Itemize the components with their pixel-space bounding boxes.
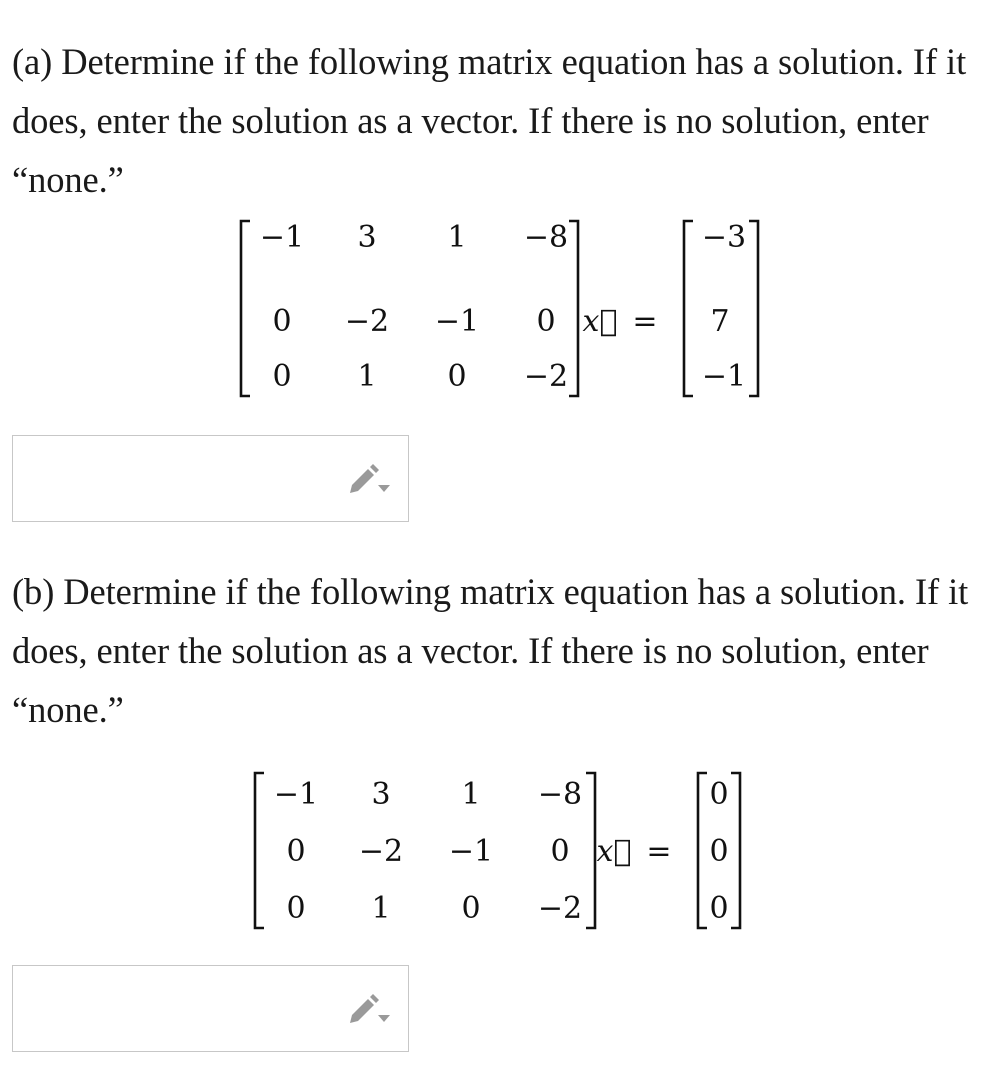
matrix-cell: 3 bbox=[357, 220, 377, 255]
matrix-cell: 3 bbox=[371, 777, 391, 812]
equals-sign: = bbox=[632, 304, 658, 339]
question-b-equation bbox=[0, 752, 1004, 952]
matrix-cell: 0 bbox=[461, 891, 481, 926]
equals-sign: = bbox=[646, 834, 672, 869]
matrix-cell: −8 bbox=[537, 777, 583, 812]
pencil-dropdown-icon[interactable] bbox=[344, 993, 392, 1027]
pencil-dropdown-icon[interactable] bbox=[344, 463, 392, 497]
matrix-cell: −1 bbox=[259, 220, 305, 255]
matrix-cell: 0 bbox=[272, 359, 292, 394]
rhs-cell: −1 bbox=[701, 359, 747, 394]
question-b-prompt: (b) Determine if the following matrix equation has a solution. If it does, enter the solution as a vector. If there is no solution, enter “none.” bbox=[12, 571, 969, 730]
matrix-cell: 0 bbox=[286, 891, 306, 926]
matrix-left-bracket bbox=[241, 221, 250, 396]
matrix-cell: 0 bbox=[536, 304, 556, 339]
matrix-right-bracket bbox=[569, 221, 578, 396]
rhs-cell: −3 bbox=[701, 220, 747, 255]
rhs-left-bracket bbox=[698, 773, 707, 928]
matrix-cell: 1 bbox=[447, 220, 467, 255]
matrix-cell: 0 bbox=[272, 304, 292, 339]
matrix-cell: −2 bbox=[344, 304, 390, 339]
matrix-cell: 1 bbox=[371, 891, 391, 926]
rhs-right-bracket bbox=[731, 773, 740, 928]
matrix-cell: 0 bbox=[550, 834, 570, 869]
question-a-prompt: (a) Determine if the following matrix equation has a solution. If it does, enter the solution as a vector. If there is no solution, enter “none.” bbox=[12, 41, 967, 200]
matrix-cell: −2 bbox=[537, 891, 583, 926]
matrix-cell: 0 bbox=[286, 834, 306, 869]
matrix-cell: 1 bbox=[357, 359, 377, 394]
matrix-cell: 1 bbox=[461, 777, 481, 812]
vector-x-symbol: x⃗ bbox=[582, 304, 618, 339]
question-a-equation bbox=[0, 200, 1004, 400]
matrix-cell: −1 bbox=[448, 834, 494, 869]
matrix-left-bracket bbox=[255, 773, 264, 928]
matrix-cell: −8 bbox=[523, 220, 569, 255]
matrix-right-bracket bbox=[586, 773, 595, 928]
rhs-left-bracket bbox=[684, 221, 693, 396]
rhs-cell: 0 bbox=[709, 777, 729, 812]
matrix-cell: −2 bbox=[523, 359, 569, 394]
matrix-cell: 0 bbox=[447, 359, 467, 394]
rhs-right-bracket bbox=[749, 221, 758, 396]
vector-x-symbol: x⃗ bbox=[596, 834, 632, 869]
matrix-cell: −2 bbox=[358, 834, 404, 869]
rhs-cell: 0 bbox=[709, 834, 729, 869]
matrix-cell: −1 bbox=[273, 777, 319, 812]
rhs-cell: 0 bbox=[709, 891, 729, 926]
rhs-cell: 7 bbox=[710, 304, 730, 339]
matrix-cell: −1 bbox=[434, 304, 480, 339]
